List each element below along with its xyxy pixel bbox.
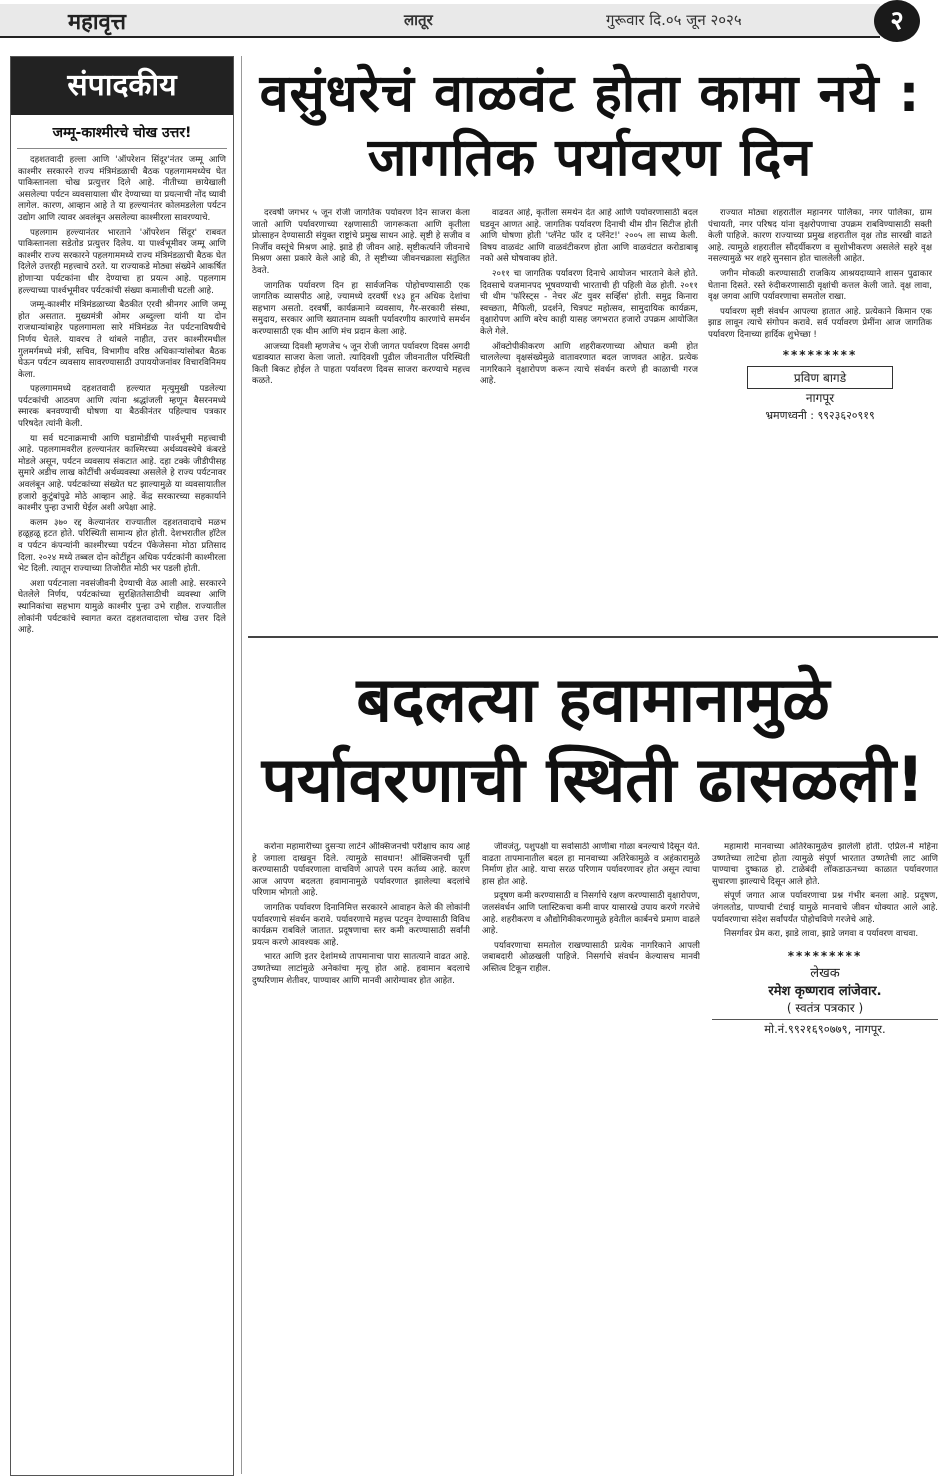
article-paragraph: जागतिक पर्यावरण दिनानिमित्त सरकारने आवाहन केले की लोकांनी पर्यावरणाचे संवर्धन करावे. पर्यावरणाचे महत्त्व पटवून देण्यासाठी विविध कार्यक्रम राबविले जातात. प्रदूषणाचा स्तर कमी करण्यासाठी सर्वांनी प्रयत्न करणे आवश्यक आहे. xyxy=(252,902,470,948)
article-paragraph: राज्यात मोठ्या शहरातील महानगर पालिका, नगर पालिका, ग्राम पंचायती, नगर परिषद यांना वृक्षरोपणाचा उपक्रम राबविण्यासाठी सक्ती केली पाहिजे. कारण राज्याच्या प्रमुख शहरातील वृक्ष तोड सारखी वाढते आहे. त्यामुळे शहरातील सौंदर्यीकरण व सुशोभीकरण असलेले सहरे वृक्ष नसल्यामुळे भर शहरे सुनसान होत चाललेली आहेत. xyxy=(708,208,932,265)
section-divider xyxy=(248,636,938,638)
editorial-column xyxy=(10,56,234,1476)
editorial-paragraph: या सर्व घटनाक्रमाची आणि घडामोडींची पार्श्वभूमी महत्त्वाची आहे. पहलगामवरील हल्ल्यानंतर काश्मिरच्या अर्थव्यवस्थेचे कंबरडे मोडले असून, पर्यटन व्यवसाय संकटात आहे. दहा टक्के जीडीपीसह सुमारे अडीच लाख कोटींची अर्थव्यवस्था असलेले हे राज्य पर्यटनावर अवलंबून आहे. पर्यटकांच्या संख्येत घट झाल्यामुळे या व्यवसायातील हजारो कुटुंबांपुढे मोठे आव्हान आहे. केंद्र सरकारच्या सहकार्याने काश्मीर पुन्हा उभारी घेईल अशी अपेक्षा आहे. xyxy=(18,433,226,514)
article-paragraph: संपूर्ण जगात आज पर्यावरणाचा प्रश्न गंभीर बनला आहे. प्रदूषण, जंगलतोड, पाण्याची टंचाई यामुळे मानवाचे जीवन धोक्यात आले आहे. पर्यावरणाचा संदेश सर्वांपर्यंत पोहोचविणे गरजेचे आहे. xyxy=(712,891,938,925)
byline-place: नागपूर xyxy=(805,390,835,405)
article-paragraph: महामारी मानवाच्या अतिरेकामुळेच झालेली होती. एप्रिल-मे महिना उष्णतेच्या लाटेचा होता त्यामुळे संपूर्ण भारतात उष्णतेची लाट आणि पाण्याचा दुष्काळ हो. टाळेबंदी लॉकडाऊनच्या काळात पर्यावरणात सुधारणा झाल्याचे दिसून आले होते. xyxy=(712,842,938,887)
editorial-body xyxy=(11,149,233,1455)
article2-headline-line1: बदलत्या हवामानामुळे xyxy=(356,663,830,736)
editorial-paragraph: पहलगाममध्ये दहशतवादी हल्ल्यात मृत्युमुखी पडलेल्या पर्यटकांची आठवण आणि त्यांना श्रद्धांजली म्हणून बैसरनमध्ये स्मारक बनवण्याची घोषणा या बैठकीनंतर पहिल्याच पत्रकार परिषदेत त्यांनी केली. xyxy=(18,384,226,430)
article2 xyxy=(252,842,938,1474)
article-paragraph: भारत आणि इतर देशांमध्ये तापमानाचा पारा सातत्याने वाढत आहे. उष्णतेच्या लाटांमुळे अनेकांचा मृत्यू होत आहे. हवामान बदलाचे दुष्परिणाम शेतीवर, पाण्यावर आणि मानवी आरोग्यावर होत आहेत. xyxy=(252,952,470,986)
column-divider xyxy=(241,56,242,1474)
editorial-paragraph: दहशतवादी हल्ला आणि 'ऑपरेशन सिंदूर'नंतर जम्मू आणि काश्मीर सरकारने राज्य मंत्रिमंडळाची बैठक पहलगाममध्येच घेत पाकिस्तानला चोख प्रत्युत्तर दिले आहे. नीतीच्या छायेखाली असलेल्या पर्यटन व्यवसायाला धीर देण्याच्या या प्रयत्नाची नोंद घ्यावी लागेल. कारण, आव्हान आहे ते या हल्ल्यानंतर कोलमडलेला पर्यटन उद्योग आणि त्यावर अवलंबून असलेल्या काश्मीरला सावरण्याचे. xyxy=(18,155,226,223)
article2-headline xyxy=(248,660,938,820)
editorial-paragraph: जम्मू-काश्मीर मंत्रिमंडळाच्या बैठकीत एरवी श्रीनगर आणि जम्मू होत असतात. मुख्यमंत्री ओमर अब्दुल्ला यांनी या दोन राजधान्यांबाहेर पहलगामला सारे मंत्रिमंडळ नेत पर्यटनाविषयीचे निर्णय घेतले. यावरच ते थांबले नाहीत, उत्तर काश्मीरमधील गुलमर्गमध्ये मंत्री, सचिव, विभागीय वरिष्ठ अधिकाऱ्यांसोबत बैठक घेऊन पर्यटन व्यवसाय सावरण्यासाठी उपाययोजनांवर विचारविनिमय केला. xyxy=(18,300,226,380)
byline-stars: ********* xyxy=(787,948,863,963)
article1-column-2 xyxy=(480,208,698,608)
article1-column-1 xyxy=(252,208,470,608)
article-paragraph: ऑक्टोपीकीकरण आणि शहरीकरणाच्या ओघात कमी होत चाललेल्या वृक्षसंख्येमुळे वातावरणात बदल जाणवत आहेत. प्रत्येक नागरिकाने वृक्षारोपण करून त्याचे संवर्धन करणे ही काळाची गरज आहे. xyxy=(480,341,698,387)
article-paragraph: वाढवत आहे, कृतीला समर्थन देत आहे आणि पर्यावरणासाठी बदल घडवून आणत आहे. जागतिक पर्यावरण दिनाची थीम ग्रीन सिटीज होती आणि घोषणा होती 'प्लॅनेट फॉर द प्लॅनेट!' २००५ ला साध्य केली. विषय वाळवंट आणि वाळवंटीकरण होता आणि वाळवंटात करोडाबाबू नको असे घोषवाक्य होते. xyxy=(480,208,698,265)
article-paragraph: जागतिक पर्यावरण दिन हा सार्वजनिक पोहोचण्यासाठी एक जागतिक व्यासपीठ आहे, ज्यामध्ये दरवर्षी १४३ हून अधिक देशांचा सहभाग असतो. दरवर्षी, कार्यक्रमाने व्यवसाय, गैर-सरकारी संस्था, समुदाय, सरकार आणि ख्यातनाम व्यक्ती पर्यावरणीय कारणांचे समर्थन करण्यासाठी एक थीम आणि मंच प्रदान केला आहे. xyxy=(252,280,470,337)
article-paragraph: निसर्गावर प्रेम करा, झाडे लावा, झाडे जगवा व पर्यावरण वाचवा. xyxy=(724,929,919,940)
editorial-banner: संपादकीय xyxy=(11,57,233,115)
byline-author: रमेश कृष्णराव लांजेवार. xyxy=(768,983,882,999)
article-paragraph: २०११ चा जागतिक पर्यावरण दिनाचे आयोजन भारताने केले होते. दिवसाचे यजमानपद भूषवण्याची भारताची ही पहिली वेळ होती. २०११ ची थीम 'फॉरेस्ट्स - नेचर ॲट युवर सर्व्हिस' होती. समुद्र किनारा स्वच्छता, मैफिली, प्रदर्शने, चित्रपट महोत्सव, सामुदायिक कार्यक्रम, वृक्षारोपण आणि बरेच काही यासह जगभरात हजारो उपक्रम आयोजित केले गेले. xyxy=(480,268,698,337)
article2-byline xyxy=(712,949,938,1037)
masthead-bar xyxy=(0,4,880,38)
article2-headline-line2: पर्यावरणाची स्थिती ढासळली! xyxy=(261,743,925,816)
article-paragraph: करोना महामारीच्या दुसऱ्या लाटेने ऑक्सिजनची परीक्षाच काय आहे हे जगाला दाखवून दिले. त्यामुळे सावधान! ऑक्सिजनची पूर्ती करण्यासाठी पर्यावरणाला वाचविणे आपले परम कर्तव्य आहे. कारण आज आपण बदलता हवामानामुळे पर्यावरणात झालेल्या बदलांचे परिणाम भोगतो आहे. xyxy=(252,842,470,899)
byline-phone: भ्रमणध्वनी : ९९२३६२०९१९ xyxy=(765,408,875,422)
article2-column-1 xyxy=(252,842,470,1474)
article2-column-3 xyxy=(712,842,938,1474)
byline-stars: ********* xyxy=(782,347,858,362)
article-paragraph: प्रदूषण कमी करण्यासाठी व निसर्गाचे रक्षण करण्यासाठी वृक्षारोपण, जलसंवर्धन आणि प्लास्टिकचा कमी वापर यासारखे उपाय करणे गरजेचे आहे. शहरीकरण व औद्योगिकीकरणामुळे हवेतील कार्बनचे प्रमाण वाढले आहे. xyxy=(482,891,700,937)
editorial-paragraph: अशा पर्यटनाला नवसंजीवनी देण्याची वेळ आली आहे. सरकारने घेतलेले निर्णय, पर्यटकांच्या सुरक्षिततेसाठीची व्यवस्था आणि स्थानिकांचा सहभाग यामुळे काश्मीर पुन्हा उभे राहील. राज्यातील लोकांनी पर्यटकांचे स्वागत करत दहशतवादाला चोख उत्तर दिले आहे. xyxy=(18,578,226,636)
article-paragraph: दरवर्षी जगभर ५ जून रोजी जागतिक पर्यावरण दिन साजरा केला जातो आणि पर्यावरणाच्या रक्षणासाठी जागरूकता आणि कृतीला प्रोत्साहन देण्यासाठी संयुक्त राष्ट्रांचे प्रमुख साधन आहे. सृष्टी हे सजीव व निर्जीव वस्तूंचे मिश्रण आहे. झाडे ही जीवन आहे. सृष्टीकर्त्याने जीवनाचे मिश्रण असा प्रकारे केले आहे की, ते सृष्टीच्या जीवनचक्राला संतुलित ठेवते. xyxy=(252,208,470,276)
byline-author: प्रविण बागडे xyxy=(747,366,893,389)
article1-headline: वसुंधरेचं वाळवंट होता कामा नये : जागतिक पर्यावरण दिन xyxy=(259,64,921,188)
editorial-paragraph: कलम ३७० रद्द केल्यानंतर राज्यातील दहशतवादाचे मळभ हळूहळू हटत होते. परिस्थिती सामान्य होत होती. देशभरातील हॉटेल व पर्यटन कंपन्यांनी काश्मीरच्या पर्यटन पॅकेजेसना मोठा प्रतिसाद दिला. २०२४ मध्ये तब्बल दोन कोटींहून अधिक पर्यटकांनी काश्मीरला भेट दिली. त्यातून राज्याच्या तिजोरीत मोठी भर पडली होती. xyxy=(18,517,226,575)
article-paragraph: जीवजंतु, पशुपक्षी या सर्वासाठी आणीबा गोळा बनल्याचे दिसून येते. वाढता तापमानातील बदल हा मानवाच्या अतिरेकामुळे व अहंकारामुळे निर्माण होत आहे. याचा सरळ परिणाम पर्यावरणावर होत असून त्याचा हास होत आहे. xyxy=(482,842,700,887)
newspaper-name: महावृत्त xyxy=(68,9,126,35)
article1-column-3 xyxy=(708,208,932,608)
editorial-headline: जम्मू-काश्मीरचे चोख उत्तर! xyxy=(17,115,227,149)
article-paragraph: पर्यावरणाचा समतोल राखण्यासाठी प्रत्येक नागरिकाने आपली जबाबदारी ओळखली पाहिजे. निसर्गाचे संवर्धन केल्यासच मानवी अस्तित्व टिकून राहील. xyxy=(482,940,700,974)
article-paragraph: जगीन मोकळी करण्यासाठी राजकिय आश्रयदाय्याने शासन पुढाकार घेताना दिसते. रस्ते रुंदीकरणासाठी वृक्षांची कत्तल केली जाते. वृक्ष लावा, वृक्ष जगवा आणि पर्यावरणाचा समतोल राखा. xyxy=(708,268,932,303)
issue-date: गुरूवार दि.०५ जून २०२५ xyxy=(606,11,742,29)
article-paragraph: पर्यावरण सृष्टी संवर्धन आपल्या हातात आहे. प्रत्येकाने किमान एक झाड लावून त्याचे संगोपन करावे. सर्व पर्यावरण प्रेमींना आज जागतिक पर्यावरण दिनाच्या हार्दिक शुभेच्छा ! xyxy=(708,306,932,340)
byline-phone: मो.नं.९९२१६९०७७९, नागपूर. xyxy=(712,1019,938,1037)
edition-city: लातूर xyxy=(404,11,433,29)
article-paragraph: आजच्या दिवशी म्हणजेच ५ जून रोजी जागत पर्यावरण दिवस अगदी धडाक्यात साजरा केला जातो. त्यादिवशी पुढील जीवनातील परिस्थिती किती बिकट होईल ते पाहता पर्यावरण दिवस साजरा करण्याचे महत्त्व कळते. xyxy=(252,341,470,387)
masthead xyxy=(0,0,945,42)
article2-column-2 xyxy=(482,842,700,1474)
byline-role: ( स्वतंत्र पत्रकार ) xyxy=(786,1000,864,1015)
page-number: २ xyxy=(874,0,920,42)
editorial-paragraph: पहलगाम हल्ल्यानंतर भारताने 'ऑपरेशन सिंदूर' राबवत पाकिस्तानला सडेतोड प्रत्युत्तर दिलेय. या पार्श्वभूमीवर जम्मू आणि काश्मीर राज्य सरकारने पहलगाममध्ये राज्य मंत्रिमंडळाची बैठक घेत दिलेले उत्तरही महत्त्वाचे ठरते. या राज्याकडे मोठ्या संख्येने आकर्षित होणाऱ्या पर्यटकांना धीर देण्याचा हा प्रयत्न आहे. पहलगाम हल्ल्याच्या पार्श्वभूमीवर पर्यटकांची संख्या कमालीची घटली आहे. xyxy=(18,227,226,296)
article1 xyxy=(252,208,932,608)
byline-label: लेखक xyxy=(810,965,840,981)
